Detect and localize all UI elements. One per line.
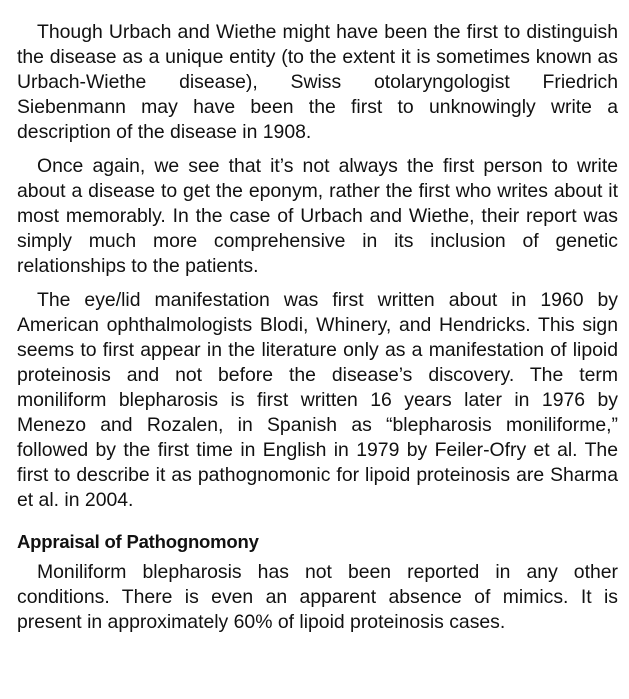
body-paragraph-2: Once again, we see that it’s not always the first person to write about a disease to get the eponym, rather the first who writes about it most memorably. In the case of Urbach and Wiethe, their report was simply much more comprehensive in its inclusion of genetic relationships to the patients. bbox=[17, 155, 618, 277]
body-paragraph-1: Though Urbach and Wiethe might have been the first to distinguish the disease as a unique entity (to the extent it is sometimes known as Urbach-Wiethe disease), Swiss otolaryngologist Friedrich Siebenmann may have been the first to unknowingly write a description of the disease in 1908. bbox=[17, 21, 618, 143]
section-heading: Appraisal of Pathognomony bbox=[17, 531, 259, 552]
document-page bbox=[17, 20, 618, 644]
body-paragraph-3: The eye/lid manifestation was first written about in 1960 by American ophthalmologists Blodi, Whinery, and Hendricks. This sign seems to first appear in the literature only as a manifestation of lipoid proteinosis and not before the disease’s discovery. The term moniliform blepharosis is first written 16 years later in 1976 by Menezo and Rozalen, in Spanish as “blepharosis moniliforme,” followed by the first time in English in 1979 by Feiler-Ofry et al. The first to describe it as pathognomonic for lipoid proteinosis are Sharma et al. in 2004. bbox=[17, 289, 618, 511]
section-paragraph: Moniliform blepharosis has not been reported in any other conditions. There is even an apparent absence of mimics. It is present in approximately 60% of lipoid proteinosis cases. bbox=[17, 561, 618, 633]
